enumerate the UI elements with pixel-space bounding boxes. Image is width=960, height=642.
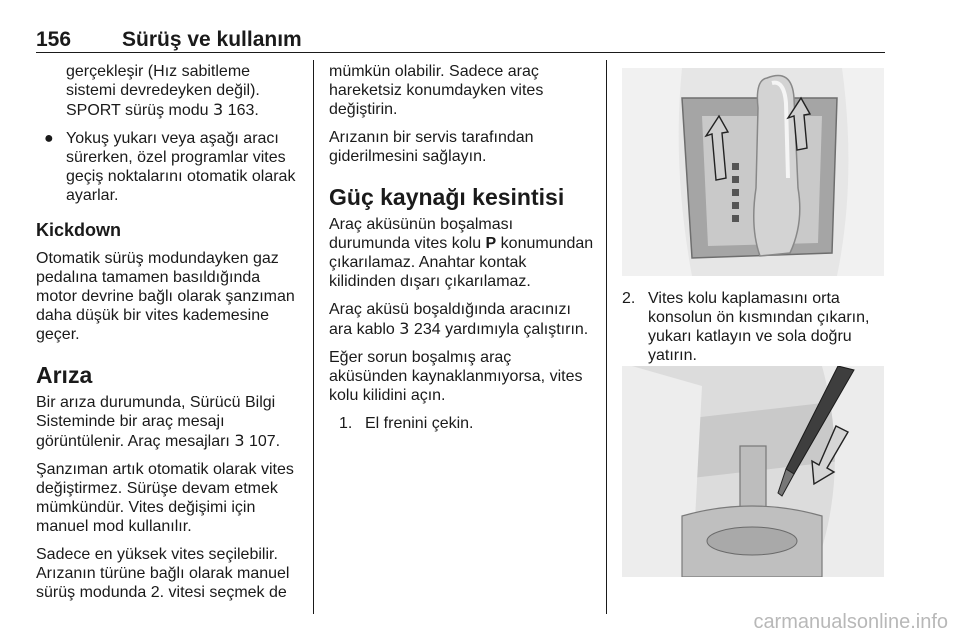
page-ref-icon: 3 bbox=[213, 100, 224, 119]
step-2: 2. Vites kolu kaplamasını orta konsolun ön kısmından çıkarın, yukarı katlayın ve sola doğru yatırın. bbox=[622, 290, 870, 364]
column-divider-right bbox=[606, 60, 607, 614]
watermark: carmanualsonline.info bbox=[753, 611, 948, 633]
kickdown-paragraph: Otomatik sürüş modundayken gaz pedalına tamamen basıldığında motor devrine bağlı olarak şanzıman daha düşük bir vites kademesine geçer. bbox=[36, 250, 295, 343]
gear-lever-illustration bbox=[622, 68, 884, 276]
power-heading: Güç kaynağı kesintisi bbox=[329, 184, 565, 210]
page-ref-icon: 3 bbox=[234, 431, 245, 450]
step-number: 2. bbox=[622, 290, 636, 307]
page-ref[interactable]: 234 bbox=[413, 321, 441, 338]
power-paragraph-2: Araç aküsü boşaldığında aracınızı ara kablo 3 234 yardımıyla çalıştırın. bbox=[329, 301, 589, 338]
fault-paragraph-1: Bir arıza durumunda, Sürücü Bilgi Sisteminde bir araç mesajı görüntülenir. Araç mesajları 3 107. bbox=[36, 394, 281, 450]
gear-p-label: P bbox=[485, 235, 497, 252]
gear-lever-svg bbox=[622, 68, 884, 276]
page-ref-icon: 3 bbox=[399, 319, 410, 338]
step-number: 1. bbox=[339, 415, 353, 432]
column-3 bbox=[622, 289, 887, 374]
bullet-item: ● Yokuş yukarı veya aşağı aracı sürerken, özel programlar vites geçiş noktalarını otomatik olarak ayarlar. bbox=[44, 130, 296, 204]
cover-removal-svg bbox=[622, 366, 884, 577]
kickdown-heading: Kickdown bbox=[36, 220, 122, 240]
service-paragraph: Arızanın bir servis tarafından giderilmesini sağlayın. bbox=[329, 129, 534, 165]
continued-paragraph: gerçekleşir (Hız sabitleme sistemi devredeyken değil). SPORT sürüş modu 3 163. bbox=[66, 63, 260, 119]
page-ref[interactable]: 163. bbox=[227, 102, 259, 119]
cover-removal-illustration bbox=[622, 366, 884, 577]
fault-paragraph-2: Şanzıman artık otomatik olarak vites değiştirmez. Sürüşe devam etmek mümkündür. Vites değişimi için manuel mod kullanılır. bbox=[36, 461, 294, 535]
fault-paragraph-3: Sadece en yüksek vites seçilebilir. Arızanın türüne bağlı olarak manuel sürüş modunda 2. vitesi seçmek de bbox=[36, 546, 290, 601]
bullet-icon: ● bbox=[44, 130, 54, 147]
page-number: 156 bbox=[36, 28, 72, 51]
chapter-title: Sürüş ve kullanım bbox=[122, 28, 302, 51]
continued-paragraph: mümkün olabilir. Sadece araç hareketsiz konumdayken vites değiştirin. bbox=[329, 63, 544, 118]
step-1: 1. El frenini çekin. bbox=[339, 415, 474, 432]
power-paragraph-1: Araç aküsünün boşalması durumunda vites kolu P konumundan çıkarılamaz. Anahtar kontak kilidinden dışarı çıkarılamaz. bbox=[329, 216, 594, 290]
page-header bbox=[36, 28, 885, 53]
column-1 bbox=[36, 62, 301, 611]
fault-heading: Arıza bbox=[36, 362, 93, 388]
column-divider-left bbox=[313, 60, 314, 614]
page-ref[interactable]: 107. bbox=[248, 433, 281, 450]
column-2 bbox=[329, 62, 594, 442]
power-paragraph-3: Eğer sorun boşalmış araç aküsünden kaynaklanmıyorsa, vites kolu kilidini açın. bbox=[329, 349, 583, 404]
